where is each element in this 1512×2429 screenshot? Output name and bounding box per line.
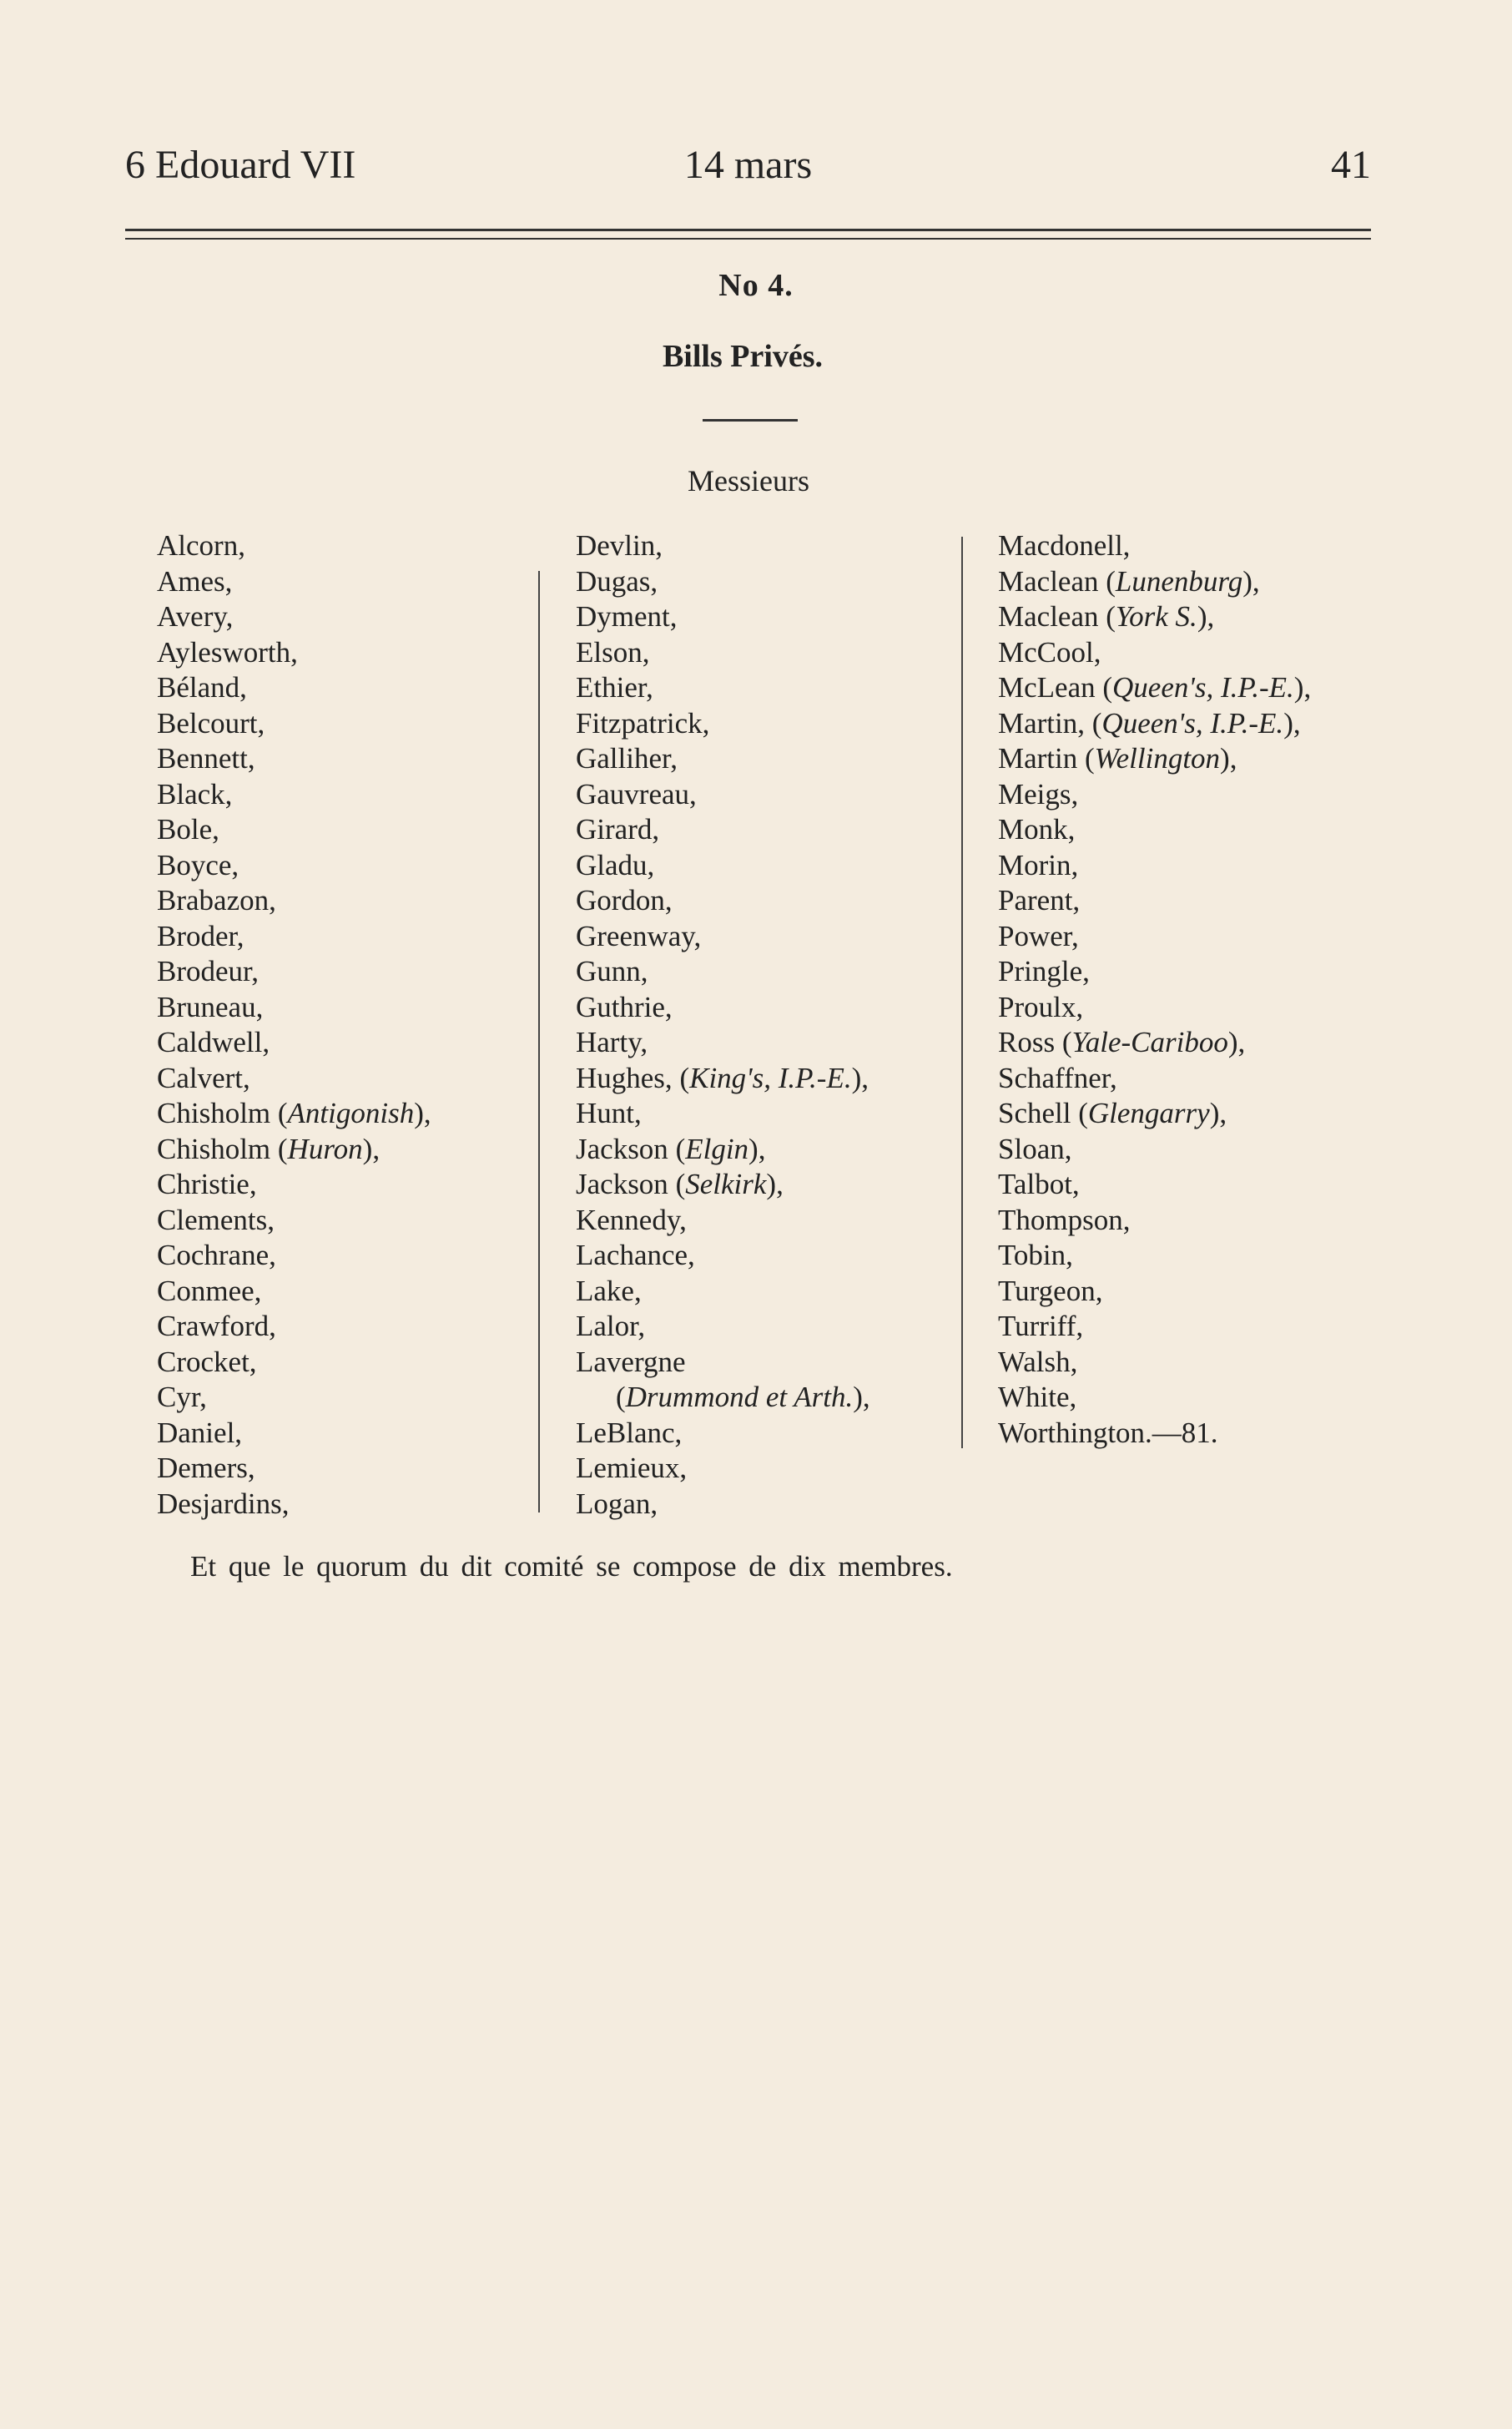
- member-name: Lavergne: [576, 1345, 686, 1378]
- title-divider: [703, 419, 798, 422]
- member-name: Power,: [998, 919, 1079, 952]
- member-name: Bole,: [157, 813, 219, 846]
- member-column-2: [576, 528, 870, 1522]
- member-name: Béland,: [157, 671, 247, 704]
- header-date: 14 mars: [683, 143, 813, 187]
- member-name: McLean (Queen's, I.P.-E.),: [998, 671, 1312, 704]
- page-number: 41: [1331, 143, 1371, 187]
- member-name: Kennedy,: [576, 1203, 687, 1236]
- column-divider-1: [538, 571, 540, 1512]
- member-name: Sloan,: [998, 1132, 1072, 1165]
- member-name: Dugas,: [576, 564, 658, 598]
- member-name: Logan,: [576, 1487, 658, 1520]
- member-name: Ethier,: [576, 671, 653, 704]
- member-name: Caldwell,: [157, 1026, 270, 1058]
- member-name: LeBlanc,: [576, 1416, 683, 1449]
- member-name: Fitzpatrick,: [576, 706, 710, 740]
- member-name: Ames,: [157, 564, 233, 598]
- member-riding: (Drummond et Arth.),: [616, 1381, 870, 1413]
- member-name: Talbot,: [998, 1168, 1080, 1200]
- member-name: Devlin,: [576, 529, 663, 562]
- member-name: McCool,: [998, 635, 1101, 669]
- member-name: Hunt,: [576, 1097, 642, 1129]
- member-name: Brodeur,: [157, 955, 260, 987]
- quorum-statement: Et que le quorum du dit comité se compose de dix membres.: [190, 1550, 953, 1583]
- member-column-1: [157, 528, 431, 1522]
- member-name: Demers,: [157, 1452, 255, 1484]
- member-name: Crawford,: [157, 1310, 276, 1342]
- member-name: Macdonell,: [998, 529, 1131, 562]
- member-name: Broder,: [157, 919, 244, 952]
- member-name: Pringle,: [998, 955, 1090, 987]
- page-header: [125, 142, 1371, 200]
- section-title: Bills Privés.: [662, 339, 824, 374]
- member-name: Chisholm (Antigonish),: [157, 1097, 431, 1129]
- member-name: Conmee,: [157, 1274, 262, 1307]
- member-name: Turgeon,: [998, 1274, 1103, 1307]
- member-name: Worthington.—81.: [998, 1416, 1218, 1449]
- member-name: Turriff,: [998, 1310, 1084, 1342]
- messieurs-heading: Messieurs: [688, 464, 809, 497]
- member-name: Lachance,: [576, 1239, 695, 1271]
- member-name: Brabazon,: [157, 884, 276, 917]
- member-name: Lake,: [576, 1274, 642, 1307]
- member-name: Tobin,: [998, 1239, 1073, 1271]
- member-name: Jackson (Selkirk),: [576, 1168, 784, 1200]
- member-name: Maclean (Lunenburg),: [998, 564, 1260, 598]
- member-name: Guthrie,: [576, 990, 673, 1023]
- member-name: Alcorn,: [157, 529, 245, 562]
- member-name: Cyr,: [157, 1381, 207, 1413]
- member-column-3: [998, 528, 1311, 1451]
- member-name: Belcourt,: [157, 706, 265, 740]
- member-name: Crocket,: [157, 1345, 257, 1378]
- report-number: No 4.: [718, 268, 794, 303]
- member-name: Calvert,: [157, 1061, 250, 1094]
- member-name: Meigs,: [998, 777, 1079, 811]
- member-name: Cochrane,: [157, 1239, 276, 1271]
- member-name: Thompson,: [998, 1203, 1131, 1236]
- member-name: Ross (Yale-Cariboo),: [998, 1026, 1246, 1058]
- member-name: Harty,: [576, 1026, 648, 1058]
- member-name: Elson,: [576, 635, 650, 669]
- member-name: Clements,: [157, 1203, 275, 1236]
- member-name: Lalor,: [576, 1310, 646, 1342]
- member-name: Galliher,: [576, 742, 678, 775]
- member-name: Boyce,: [157, 848, 239, 881]
- member-name: Jackson (Elgin),: [576, 1132, 766, 1165]
- member-name: Martin, (Queen's, I.P.-E.),: [998, 706, 1301, 740]
- member-name: Monk,: [998, 813, 1076, 846]
- member-name: White,: [998, 1381, 1077, 1413]
- member-name: Parent,: [998, 884, 1081, 917]
- member-name: Daniel,: [157, 1416, 243, 1449]
- member-name: Gladu,: [576, 848, 655, 881]
- member-name: Girard,: [576, 813, 660, 846]
- member-name: Dyment,: [576, 600, 678, 633]
- header-session: 6 Edouard VII: [125, 143, 356, 187]
- member-name: Maclean (York S.),: [998, 600, 1215, 633]
- member-name: Gunn,: [576, 955, 648, 987]
- member-name: Gauvreau,: [576, 777, 697, 811]
- member-name: Bennett,: [157, 742, 255, 775]
- member-name: Christie,: [157, 1168, 257, 1200]
- member-name: Aylesworth,: [157, 635, 298, 669]
- member-name: Greenway,: [576, 919, 702, 952]
- member-name: Martin (Wellington),: [998, 742, 1237, 775]
- member-name: Proulx,: [998, 990, 1084, 1023]
- member-name: Walsh,: [998, 1345, 1078, 1378]
- member-name: Black,: [157, 777, 233, 811]
- header-double-rule: [125, 229, 1371, 240]
- member-name: Chisholm (Huron),: [157, 1132, 381, 1165]
- member-name: Avery,: [157, 600, 234, 633]
- member-name: Lemieux,: [576, 1452, 688, 1484]
- member-name: Schell (Glengarry),: [998, 1097, 1227, 1129]
- member-name: Desjardins,: [157, 1487, 290, 1520]
- member-name: Schaffner,: [998, 1061, 1117, 1094]
- column-divider-2: [961, 537, 963, 1448]
- member-name: Bruneau,: [157, 990, 264, 1023]
- member-name: Gordon,: [576, 884, 673, 917]
- member-name: Morin,: [998, 848, 1079, 881]
- member-name: Hughes, (King's, I.P.-E.),: [576, 1061, 869, 1094]
